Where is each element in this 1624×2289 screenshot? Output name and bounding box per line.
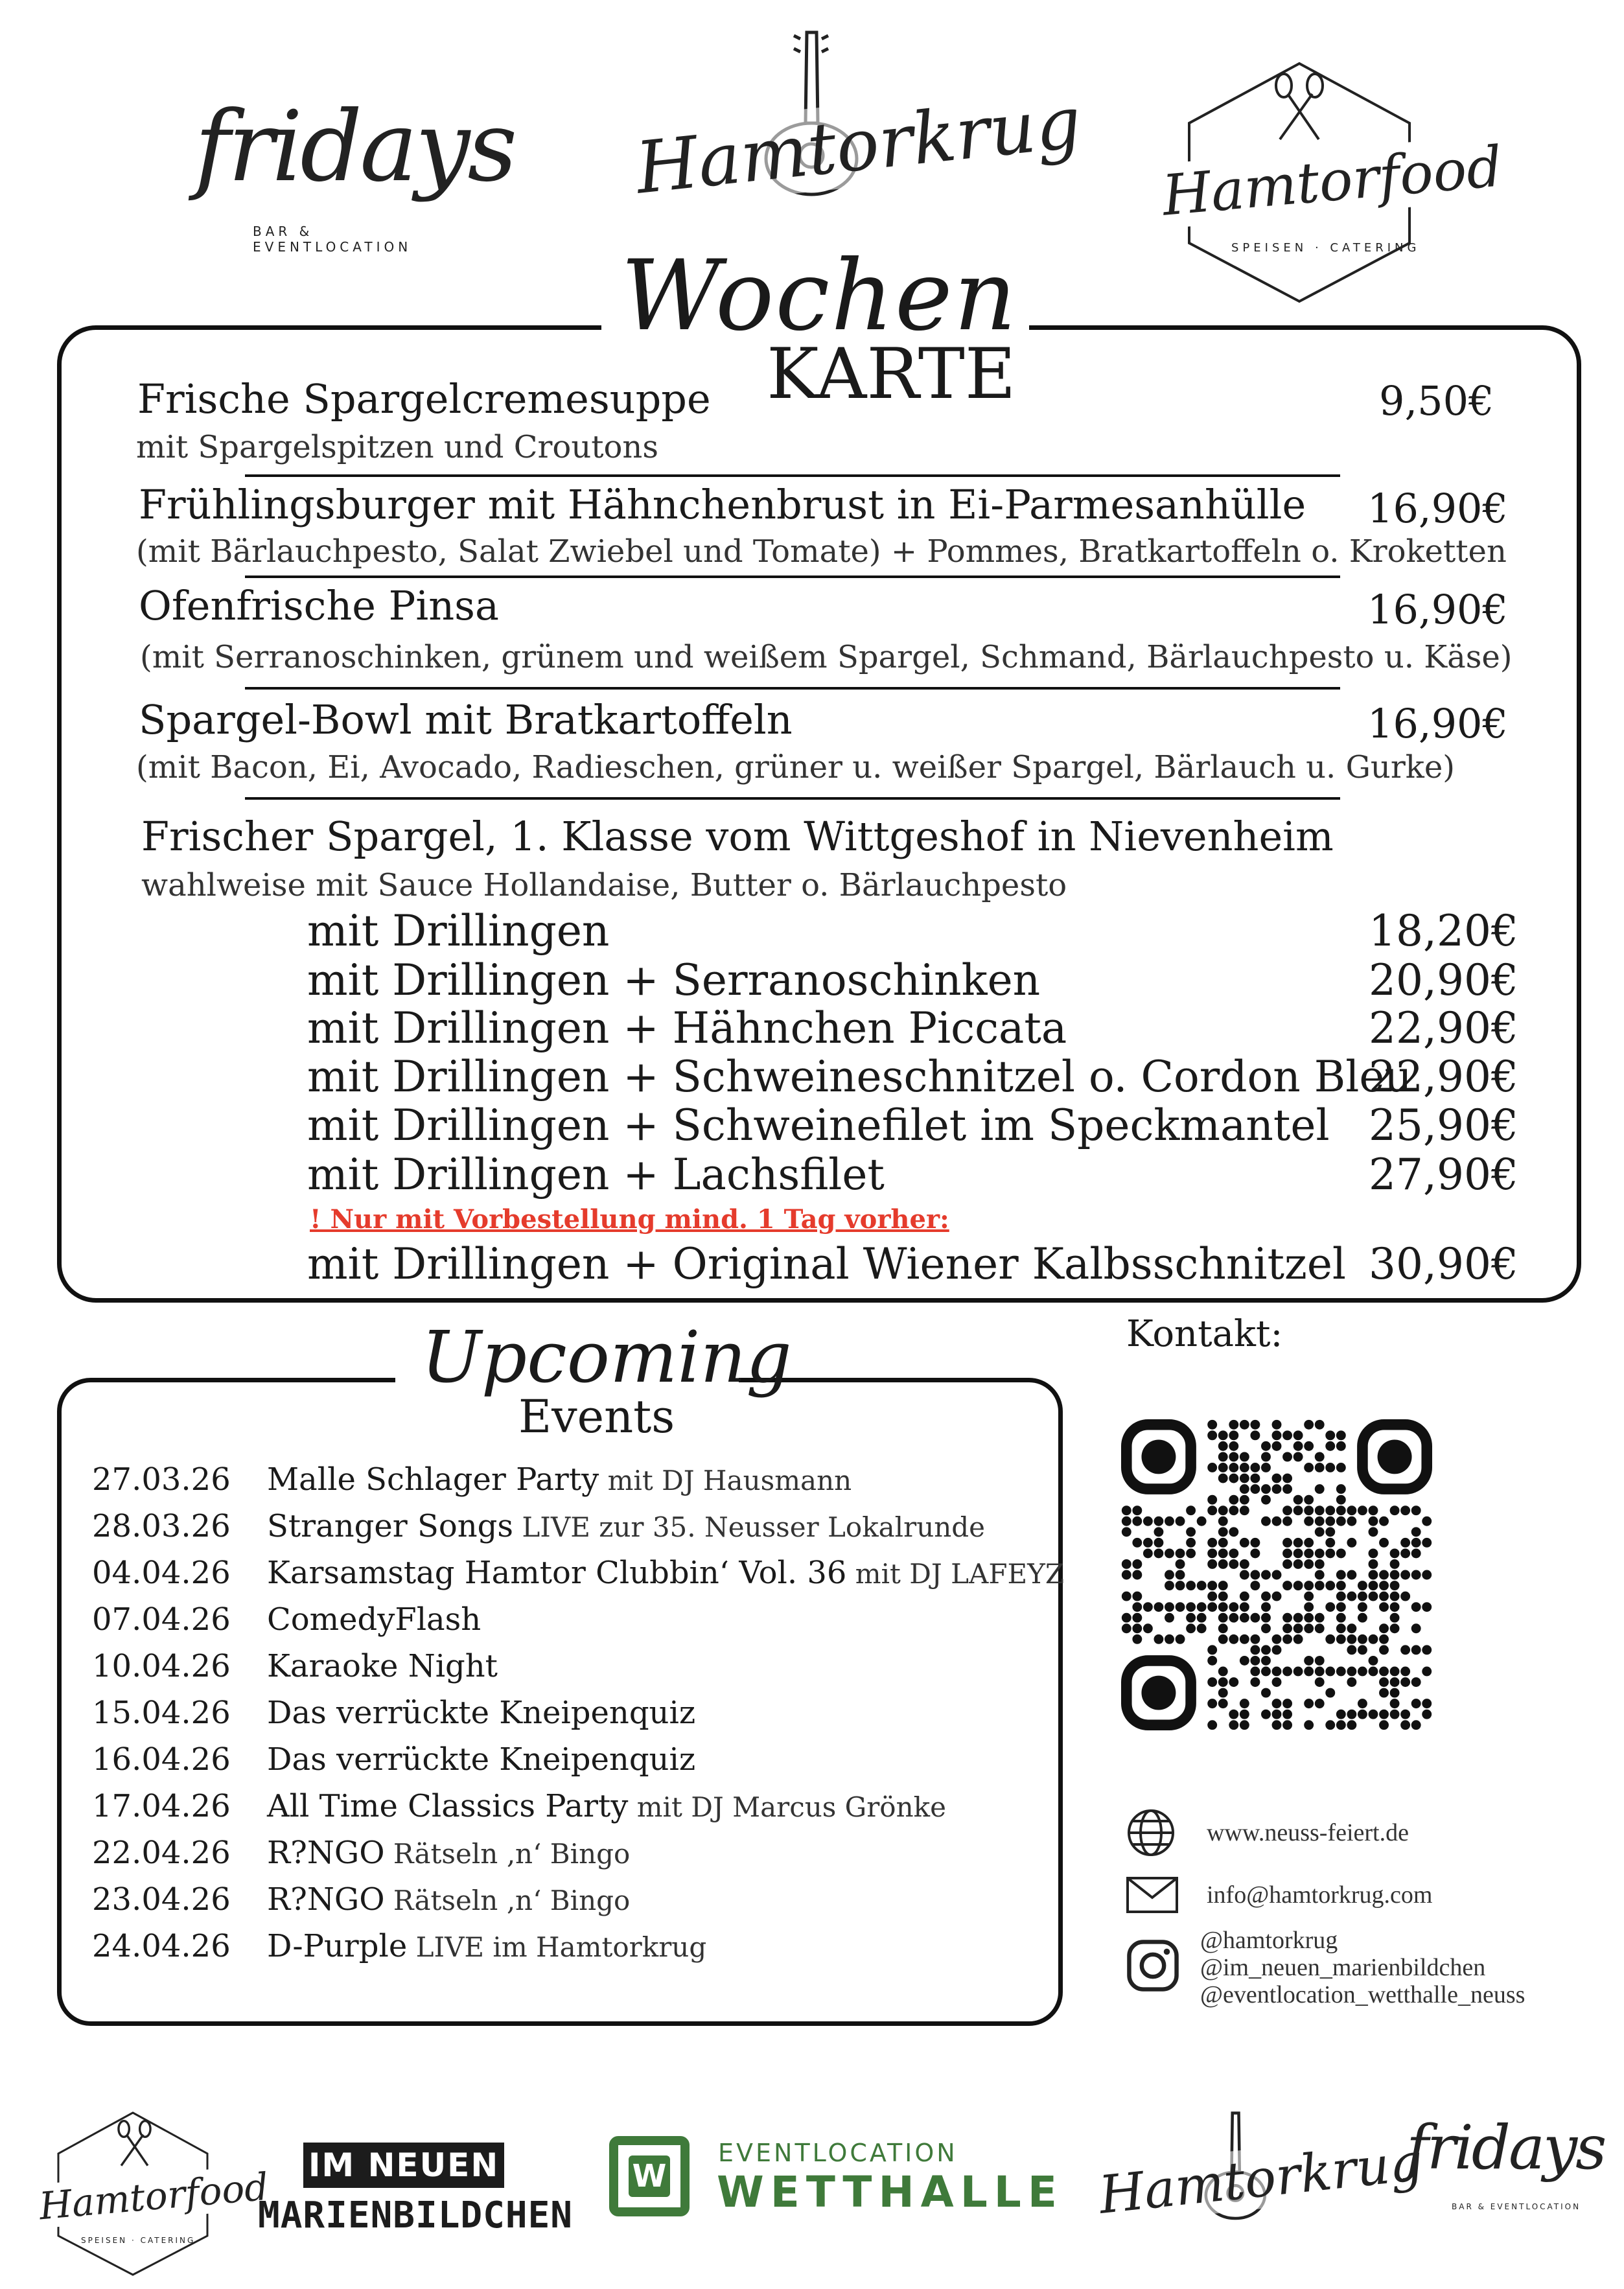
mail-icon: [1125, 1874, 1179, 1916]
fridays-logo-wordmark: fridays: [194, 91, 515, 203]
event-extra: Rätseln ‚n‘ Bingo: [384, 1838, 631, 1870]
option-label: mit Drillingen + Serranoschinken: [307, 955, 1041, 1005]
option-label: mit Drillingen + Lachsfilet: [307, 1150, 885, 1200]
qr-code[interactable]: [1121, 1419, 1432, 1730]
qr-finder-dot: [1141, 1676, 1176, 1710]
event-name: Malle Schlager Party: [267, 1461, 599, 1498]
marienbildchen-line1: IM NEUEN: [303, 2143, 504, 2188]
dish-title: Frische Spargelcremesuppe: [137, 375, 711, 423]
footer-marienbildchen-logo: [258, 2143, 574, 2246]
list-item: [92, 1461, 1051, 1508]
dish-title: Frühlingsburger mit Hähnchenbrust in Ei-Parmesanhülle: [139, 481, 1306, 528]
dish-desc: mit Spargelspitzen und Croutons: [136, 429, 658, 465]
footer-hamtorfood-sub: SPEISEN · CATERING: [81, 2236, 196, 2245]
event-extra: LIVE zur 35. Neusser Lokalrunde: [513, 1511, 986, 1543]
event-date: 04.04.26: [92, 1555, 231, 1591]
list-item: [92, 1601, 1051, 1648]
asparagus-desc: wahlweise mit Sauce Hollandaise, Butter o. Bärlauchpesto: [141, 867, 1067, 903]
fridays-logo: [188, 78, 515, 272]
special-option-label: mit Drillingen + Original Wiener Kalbsschnitzel: [307, 1239, 1346, 1289]
divider: [245, 797, 1340, 800]
event-extra: LIVE im Hamtorkrug: [407, 1931, 707, 1963]
qr-finder-dot: [1141, 1439, 1176, 1474]
preorder-note: ! Nur mit Vorbestellung mind. 1 Tag vorher:: [310, 1204, 949, 1235]
event-extra: Rätseln ‚n‘ Bingo: [384, 1885, 631, 1916]
divider: [245, 575, 1340, 578]
event-name: Karaoke Night: [267, 1648, 498, 1684]
footer-fridays-sub: BAR & EVENTLOCATION: [1452, 2202, 1581, 2211]
option-label: mit Drillingen + Schweinefilet im Speckmantel: [307, 1100, 1330, 1150]
event-extra: mit DJ LAFEYZ: [846, 1558, 1065, 1590]
option-price: 22,90€: [1369, 1052, 1518, 1102]
event-date: 16.04.26: [92, 1741, 231, 1778]
option-price: 25,90€: [1369, 1100, 1518, 1150]
option-price: 18,20€: [1369, 906, 1518, 956]
fridays-logo-sub: BAR & EVENTLOCATION: [253, 224, 412, 255]
option-price: 27,90€: [1369, 1150, 1518, 1200]
email-link[interactable]: info@hamtorkrug.com: [1207, 1881, 1433, 1909]
event-name: R?NGO: [267, 1881, 385, 1918]
instagram-handle[interactable]: @hamtorkrug: [1200, 1927, 1338, 1954]
option-price: 20,90€: [1369, 955, 1518, 1005]
list-item: [92, 1881, 1051, 1928]
divider: [245, 687, 1340, 690]
list-item: [92, 1555, 1065, 1601]
asparagus-title: Frischer Spargel, 1. Klasse vom Wittgeshof in Nievenheim: [141, 813, 1334, 860]
globe-icon: [1125, 1807, 1177, 1859]
footer-fridays-wordmark: fridays: [1406, 2113, 1605, 2183]
wetthalle-line2: WETTHALLE: [717, 2167, 1063, 2217]
dish-title: Spargel-Bowl mit Bratkartoffeln: [139, 696, 793, 743]
dish-price: 16,90€: [1367, 485, 1508, 532]
event-date: 28.03.26: [92, 1508, 231, 1544]
event-name: R?NGO: [267, 1835, 385, 1871]
events-title: [395, 1316, 792, 1458]
event-name: D-Purple: [267, 1928, 408, 1964]
contact-title: Kontakt:: [1126, 1313, 1283, 1355]
dish-title: Ofenfrische Pinsa: [139, 582, 499, 629]
list-item: [92, 1648, 1051, 1695]
instagram-icon: [1125, 1938, 1181, 1993]
footer-fridays-logo: [1406, 2106, 1605, 2223]
event-date: 27.03.26: [92, 1461, 231, 1498]
dish-desc: (mit Bärlauchpesto, Salat Zwiebel und Tomate) + Pommes, Bratkartoffeln o. Kroketten: [136, 533, 1507, 570]
option-label: mit Drillingen: [307, 906, 610, 956]
hamtorfood-logo-sub: SPEISEN · CATERING: [1231, 241, 1421, 255]
divider: [245, 474, 1340, 477]
hamtorfood-logo-wordmark: Hamtorfood: [1155, 134, 1510, 229]
events-title-script: Upcoming: [421, 1316, 792, 1399]
footer-hamtorkrug-logo: [1095, 2103, 1426, 2246]
hamtorkrug-logo: [622, 26, 1085, 220]
hamtorfood-logo: [1159, 58, 1505, 311]
event-name: All Time Classics Party: [267, 1788, 629, 1824]
option-label: mit Drillingen + Schweineschnitzel o. Cordon Bleu: [307, 1052, 1412, 1102]
event-name: Stranger Songs: [267, 1508, 514, 1544]
weekly-menu-title-caps: KARTE: [767, 334, 1016, 415]
wetthalle-badge-letter: W: [629, 2155, 670, 2197]
event-date: 23.04.26: [92, 1881, 231, 1918]
event-extra: mit DJ Hausmann: [599, 1465, 852, 1496]
event-date: 10.04.26: [92, 1648, 231, 1684]
footer-hamtorfood-wordmark: Hamtorfood: [37, 2164, 270, 2229]
event-extra: mit DJ Marcus Grönke: [628, 1791, 946, 1823]
dish-price: 9,50€: [1379, 377, 1494, 424]
event-name: ComedyFlash: [267, 1601, 481, 1638]
list-item: [92, 1695, 1051, 1741]
event-date: 17.04.26: [92, 1788, 231, 1824]
footer-wetthalle-logo: [609, 2136, 1063, 2240]
weekly-menu-title-script: Wochen: [621, 240, 1018, 353]
events-title-caps: Events: [518, 1390, 675, 1443]
wetthalle-badge: [609, 2136, 690, 2216]
wetthalle-line1: EVENTLOCATION: [718, 2139, 958, 2167]
dish-desc: (mit Serranoschinken, grünem und weißem Spargel, Schmand, Bärlauchpesto u. Käse): [140, 639, 1513, 675]
instagram-handle[interactable]: @im_neuen_marienbildchen: [1200, 1954, 1486, 1981]
list-item: [92, 1928, 1051, 1975]
website-link[interactable]: www.neuss-feiert.de: [1207, 1819, 1409, 1846]
footer-hamtorkrug-wordmark: Hamtorkrug: [1096, 2132, 1426, 2225]
event-date: 07.04.26: [92, 1601, 231, 1638]
footer-hamtorfood-logo: [37, 2109, 270, 2278]
whisk-spoon-icon: [117, 2119, 152, 2168]
event-date: 24.04.26: [92, 1928, 231, 1964]
marienbildchen-line2: MARIENBILDCHEN: [258, 2194, 574, 2237]
special-option-price: 30,90€: [1369, 1239, 1518, 1289]
list-item: [92, 1741, 1051, 1788]
option-label: mit Drillingen + Hähnchen Piccata: [307, 1003, 1067, 1053]
event-name: Das verrückte Kneipenquiz: [267, 1741, 696, 1778]
list-item: [92, 1835, 1051, 1881]
dish-price: 16,90€: [1367, 700, 1508, 747]
dish-desc: (mit Bacon, Ei, Avocado, Radieschen, grüner u. weißer Spargel, Bärlauch u. Gurke): [136, 749, 1455, 785]
list-item: [92, 1508, 1051, 1555]
event-date: 15.04.26: [92, 1695, 231, 1731]
event-name: Karsamstag Hamtor Clubbin‘ Vol. 36: [267, 1555, 847, 1591]
event-list: [92, 1461, 1065, 1975]
instagram-handle[interactable]: @eventlocation_wetthalle_neuss: [1200, 1981, 1525, 2008]
hamtorkrug-logo-wordmark: Hamtorkrug: [632, 80, 1085, 210]
list-item: [92, 1788, 1051, 1835]
whisk-spoon-icon: [1273, 71, 1325, 143]
option-price: 22,90€: [1369, 1003, 1518, 1053]
dish-price: 16,90€: [1367, 586, 1508, 633]
qr-finder-dot: [1378, 1439, 1412, 1474]
event-date: 22.04.26: [92, 1835, 231, 1871]
event-name: Das verrückte Kneipenquiz: [267, 1695, 696, 1731]
